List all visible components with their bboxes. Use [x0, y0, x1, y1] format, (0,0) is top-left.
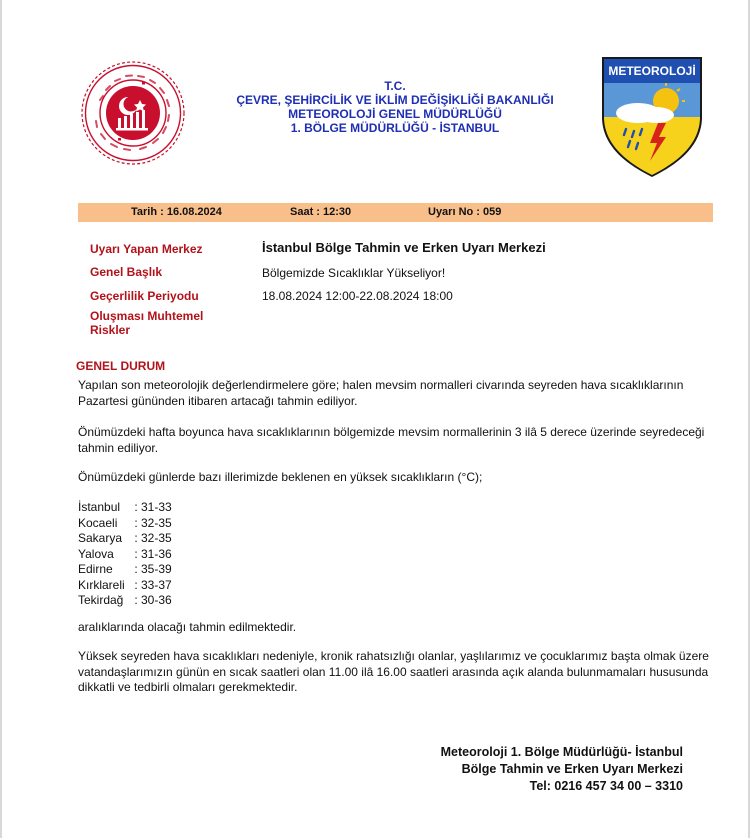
city-name: Tekirdağ	[78, 593, 124, 607]
issuing-center-label: Uyarı Yapan Merkez	[90, 242, 203, 256]
city-row	[78, 578, 172, 594]
signature-line-office: Meteoroloji 1. Bölge Müdürlüğü- İstanbul	[440, 745, 683, 759]
validity-period-label: Geçerlilik Periyodu	[90, 289, 199, 303]
document-header	[200, 79, 590, 135]
temperature-range: : 35-39	[134, 562, 172, 576]
meteoroloji-shield-logo	[600, 55, 704, 177]
city-row	[78, 562, 172, 578]
city-name: Sakarya	[78, 531, 123, 545]
issuing-center-value: İstanbul Bölge Tahmin ve Erken Uyarı Merkezi	[262, 240, 546, 255]
temperature-range: : 30-36	[134, 593, 172, 607]
header-line-directorate: METEOROLOJİ GENEL MÜDÜRLÜĞÜ	[288, 107, 502, 121]
warning-number-field: Uyarı No : 059	[428, 206, 502, 218]
temperature-range: : 33-37	[134, 577, 172, 592]
city-row	[78, 531, 172, 547]
city-row	[78, 547, 172, 563]
time-field: Saat : 12:30	[290, 206, 352, 218]
headline-label: Genel Başlık	[90, 265, 163, 279]
general-situation-title: GENEL DURUM	[76, 359, 166, 373]
paragraph-1: Yapılan son meteorolojik değerlendirmelere göre; halen mevsim normalleri civarında seyreden hava sıcaklıklarının Pazartesi gününden itibaren artacağı tahmin ediliyor.	[78, 378, 684, 408]
paragraph-4: aralıklarında olacağı tahmin edilmektedir.	[78, 620, 297, 634]
signature-line-phone: Tel: 0216 457 34 00 – 3310	[529, 779, 683, 793]
temperature-range: : 31-36	[134, 546, 172, 561]
signature-block	[441, 744, 683, 795]
info-bar	[78, 203, 713, 222]
temperature-range: : 32-35	[134, 531, 172, 545]
city-name: Yalova	[78, 546, 114, 561]
paragraph-2: Önümüzdeki hafta boyunca hava sıcaklıklarının bölgemizde mevsim normallerinin 3 ilâ 5 derece üzerinde seyredeceği tahmin ediliyor.	[78, 425, 705, 455]
city-name: İstanbul	[78, 500, 121, 514]
city-name: Edirne	[78, 562, 113, 576]
signature-line-center: Bölge Tahmin ve Erken Uyarı Merkezi	[461, 762, 683, 776]
city-temperature-list	[78, 500, 172, 609]
header-line-ministry: ÇEVRE, ŞEHİRCİLİK VE İKLİM DEĞİŞİKLİĞİ BAKANLIĞI	[236, 93, 554, 107]
city-row	[78, 593, 172, 609]
possible-risks-label: Oluşması Muhtemel Riskler	[90, 309, 204, 337]
header-line-regional: 1. BÖLGE MÜDÜRLÜĞÜ - İSTANBUL	[290, 121, 500, 135]
city-name: Kırklareli	[78, 577, 125, 592]
headline-value: Bölgemizde Sıcaklıklar Yükseliyor!	[262, 266, 446, 280]
validity-period-value: 18.08.2024 12:00-22.08.2024 18:00	[262, 289, 453, 303]
logo-text: METEOROLOJİ	[608, 64, 696, 78]
city-row	[78, 500, 172, 516]
city-row	[78, 516, 172, 532]
date-field: Tarih : 16.08.2024	[131, 206, 222, 218]
city-name: Kocaeli	[78, 515, 118, 530]
temperature-range: : 32-35	[134, 515, 172, 530]
temperature-range: : 31-33	[134, 500, 172, 514]
ministry-seal-logo	[80, 60, 186, 166]
paragraph-3: Önümüzdeki günlerde bazı illerimizde beklenen en yüksek sıcaklıkların (°C);	[78, 470, 483, 484]
header-line-tc: T.C.	[384, 79, 406, 93]
paragraph-5: Yüksek seyreden hava sıcaklıkları nedeniyle, kronik rahatsızlığı olanlar, yaşlılarımız ve çocuklarımız başta olmak üzere vatandaşlarımızın günün en sıcak saatleri olan 11.00 ilâ 16.00 saatleri arasında açık alanda bulunmamaları hususunda dikkatli ve tedbirli olmaları gerekmektedir.	[78, 649, 709, 694]
